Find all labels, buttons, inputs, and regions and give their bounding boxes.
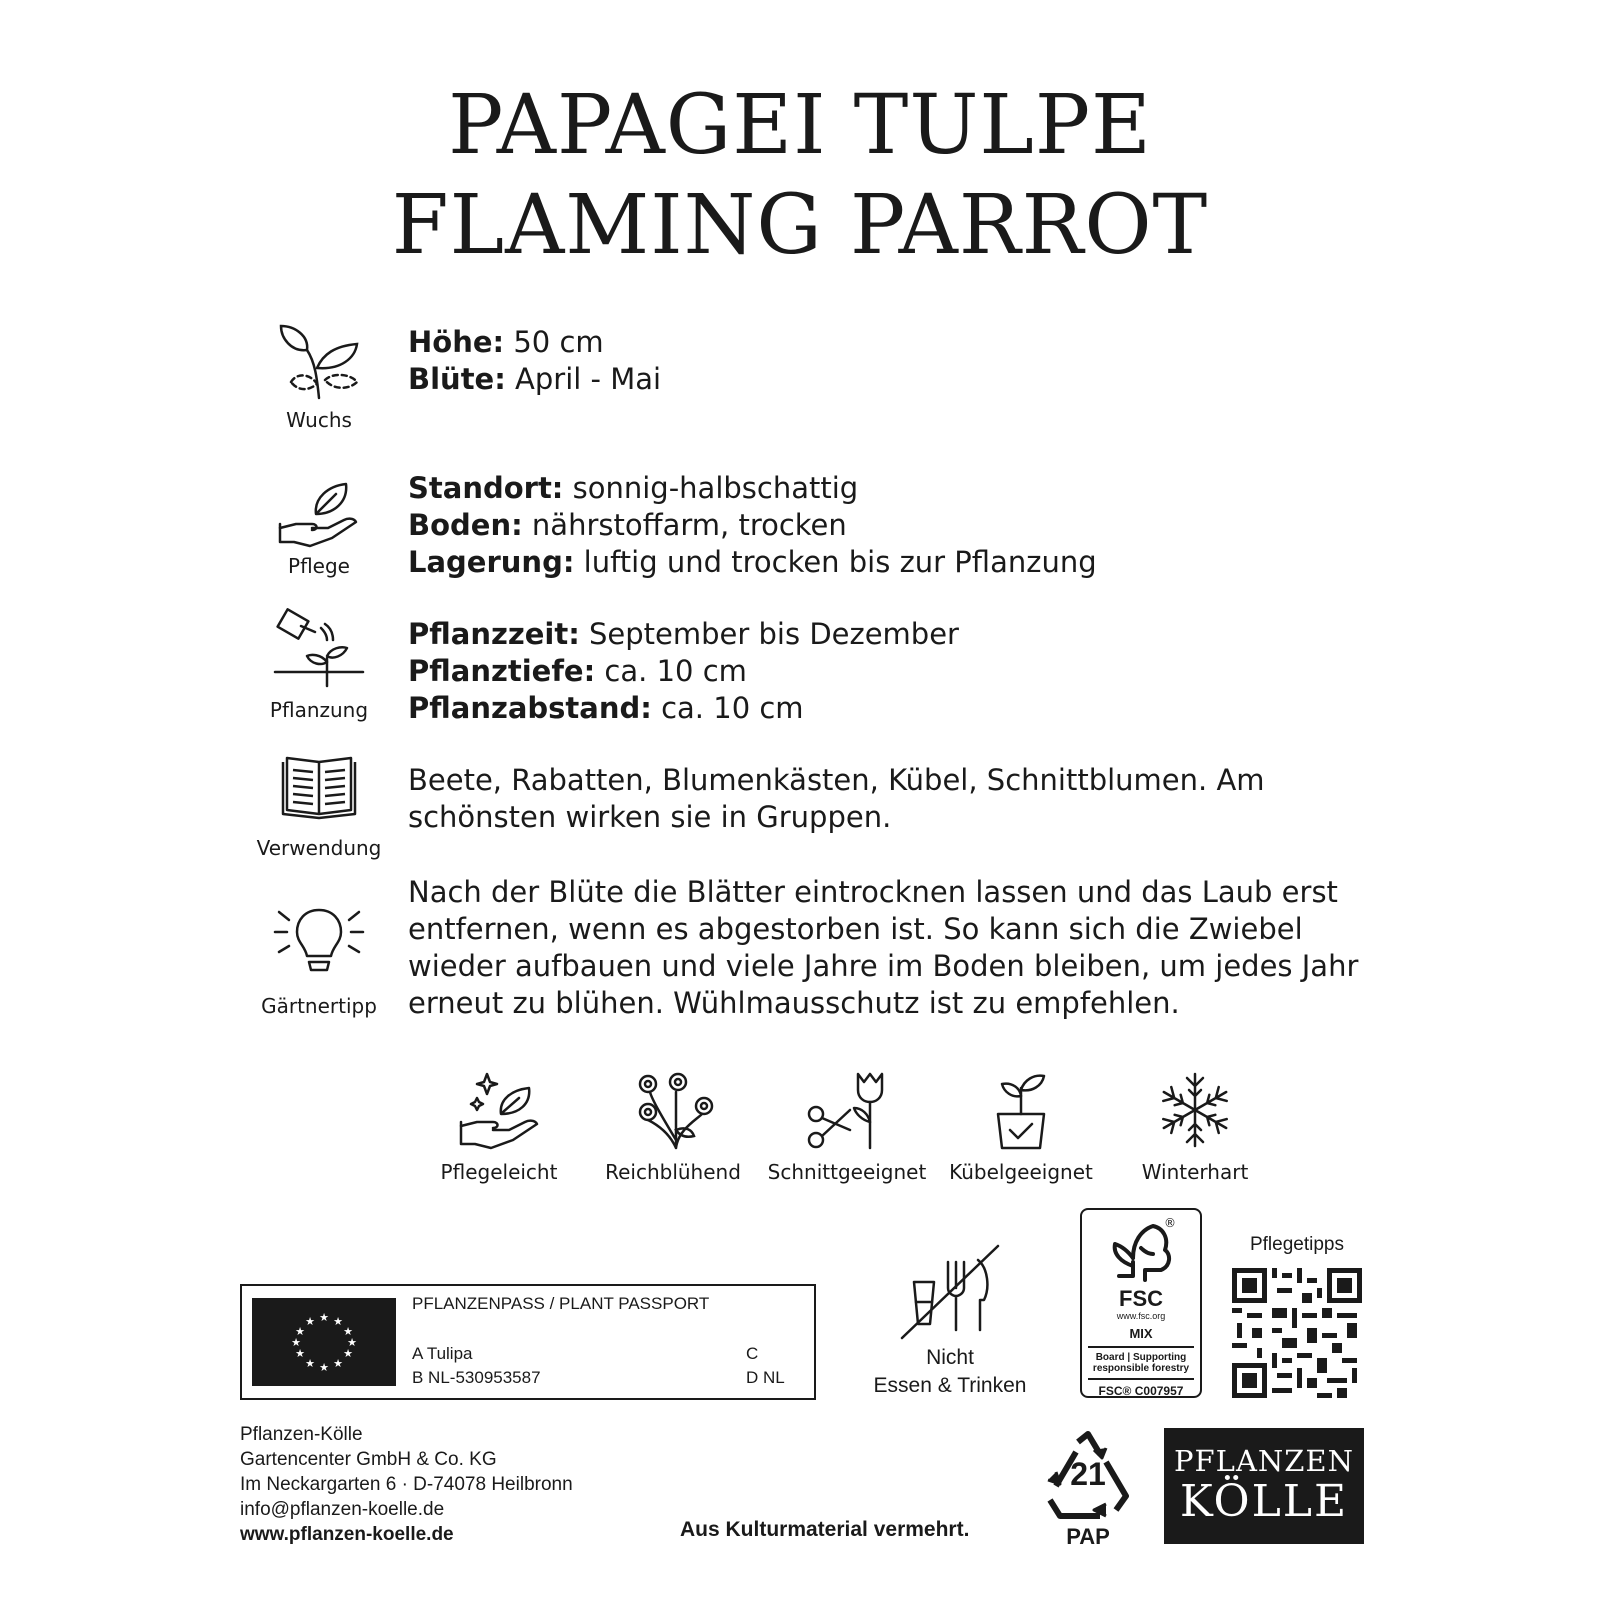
verwendung-block [244,756,394,860]
feature-label: Schnittgeeignet [767,1160,927,1184]
gaertnertipp-line: wieder aufbauen und viele Jahre im Boden bleiben, um jedes Jahr [408,949,1359,983]
pflanzung-label: Pflanzung [269,698,369,722]
pflege-label: Pflege [288,554,350,578]
wuchs-block [244,318,394,432]
fsc-mix: MIX [1129,1326,1153,1341]
qr-code-icon[interactable] [1232,1268,1362,1398]
info-row-pflanzabstand: Pflanzabstand: ca. 10 cm [408,691,804,725]
pflege-info [408,470,1097,581]
gaertnertipp-info [408,874,1358,1022]
pflanzen-koelle-logo [1164,1428,1364,1544]
hand-leaf-icon [274,478,364,548]
logo-line-2: KÖLLE [1179,1476,1349,1527]
scissors-tulip-icon [802,1070,892,1150]
gaertnertipp-label: Gärtnertipp [261,994,377,1018]
plant-passport [240,1284,816,1400]
potted-plant-icon [986,1070,1056,1150]
recycle-number: 21 [1070,1456,1106,1492]
passport-d: D NL [746,1368,785,1387]
hand-sprout-sparkle-icon [457,1070,541,1150]
qr-label: Pflegetipps [1249,1234,1344,1255]
svg-text:★: ★ [333,1315,343,1328]
recycle-code: PAP [1066,1524,1110,1549]
feature-reichbluehend [588,1070,758,1184]
verwendung-info [408,762,1265,836]
svg-text:★: ★ [333,1357,343,1370]
passport-c: C [746,1344,759,1363]
feature-schnittgeeignet [762,1070,932,1184]
svg-text:★: ★ [305,1357,315,1370]
verwendung-line: Beete, Rabatten, Blumenkästen, Kübel, Schnittblumen. Am [408,763,1265,797]
info-row-hoehe: Höhe: 50 cm [408,325,604,359]
no-eat-notice [860,1244,1040,1400]
company-address [240,1422,573,1547]
info-row-boden: Boden: nährstoffarm, trocken [408,508,847,542]
no-eat-line-2: Essen & Trinken [873,1374,1027,1397]
flower-bouquet-icon [628,1070,718,1150]
gaertnertipp-line: Nach der Blüte die Blätter eintrocknen lassen und das Laub erst [408,875,1338,909]
passport-b: B NL-530953587 [412,1368,541,1387]
info-row-bluete: Blüte: April - Mai [408,362,662,396]
address-line-3: Im Neckargarten 6 · D-74078 Heilbronn [240,1474,573,1495]
no-eat-line-1: Nicht [926,1346,974,1369]
info-row-pflanztiefe: Pflanztiefe: ca. 10 cm [408,654,747,688]
origin-note: Aus Kulturmaterial vermehrt. [680,1518,970,1541]
recycling-symbol [1040,1428,1136,1550]
wuchs-info [408,324,661,398]
info-row-standort: Standort: sonnig-halbschattig [408,471,859,505]
svg-text:★: ★ [305,1315,315,1328]
info-row-lagerung: Lagerung: luftig und trocken bis zur Pflanzung [408,545,1097,579]
fsc-label [1080,1208,1202,1398]
open-book-icon [279,756,359,820]
verwendung-label: Verwendung [256,836,382,860]
address-line-2: Gartencenter GmbH & Co. KG [240,1449,497,1470]
pflege-block [244,478,394,578]
passport-a: A Tulipa [412,1344,473,1363]
feature-winterhart [1110,1070,1280,1184]
fsc-registered: ® [1164,1216,1176,1230]
svg-text:★: ★ [343,1347,353,1360]
svg-text:★: ★ [319,1311,329,1324]
svg-text:★: ★ [319,1361,329,1374]
address-website[interactable]: www.pflanzen-koelle.de [240,1524,454,1545]
fsc-desc-1: Board | Supporting [1095,1352,1187,1363]
passport-header: PFLANZENPASS / PLANT PASSPORT [412,1294,710,1313]
logo-line-1: PFLANZEN [1174,1444,1354,1478]
title-line-2: FLAMING PARROT [391,178,1209,273]
eu-flag-icon [252,1298,396,1386]
snowflake-icon [1155,1070,1235,1150]
svg-text:★: ★ [295,1347,305,1360]
fsc-url: www.fsc.org [1116,1311,1166,1321]
svg-text:★: ★ [291,1336,301,1349]
address-email[interactable]: info@pflanzen-koelle.de [240,1499,445,1520]
svg-text:★: ★ [347,1336,357,1349]
pflanzung-block [244,608,394,722]
fsc-brand: FSC [1119,1286,1163,1311]
no-eat-drink-icon [900,1244,1000,1340]
address-line-1: Pflanzen-Kölle [240,1424,363,1445]
feature-label: Reichblühend [605,1160,741,1184]
feature-kuebelgeeignet [936,1070,1106,1184]
feature-label: Winterhart [1141,1160,1249,1184]
info-row-pflanzzeit: Pflanzzeit: September bis Dezember [408,617,959,651]
svg-text:★: ★ [295,1325,305,1338]
feature-pflegeleicht [414,1070,584,1184]
fsc-desc-2: responsible forestry [1092,1363,1190,1374]
gaertnertipp-block [244,904,394,1018]
wuchs-label: Wuchs [286,408,352,432]
verwendung-line: schönsten wirken sie in Gruppen. [408,800,892,834]
title-line-1: PAPAGEI TULPE [448,78,1152,173]
feature-label: Kübelgeeignet [949,1160,1093,1184]
feature-label: Pflegeleicht [440,1160,558,1184]
fsc-code: FSC® C007957 [1088,1378,1194,1398]
watering-can-seedling-icon [271,608,367,692]
sprout-leaves-icon [271,318,367,402]
svg-text:★: ★ [343,1325,353,1338]
pflanzung-info [408,616,959,727]
gaertnertipp-line: entfernen, wenn es abgestorben ist. So kann sich die Zwiebel [408,912,1303,946]
gaertnertipp-line: erneut zu blühen. Wühlmausschutz ist zu empfehlen. [408,986,1180,1020]
lightbulb-icon [271,904,367,976]
